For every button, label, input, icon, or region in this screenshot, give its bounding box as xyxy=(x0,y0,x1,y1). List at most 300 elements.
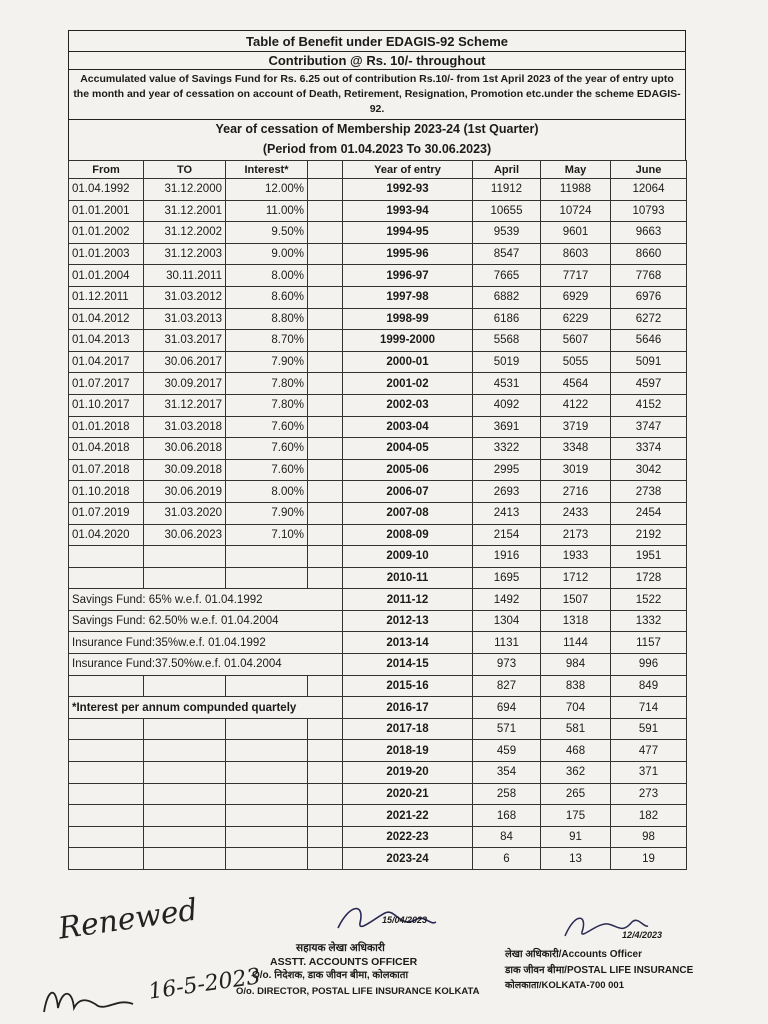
from-date-cell: 01.04.2018 xyxy=(69,438,144,460)
june-value-cell: 477 xyxy=(611,740,687,762)
table-row xyxy=(69,438,687,460)
empty-cell xyxy=(226,740,308,762)
year-of-entry-cell: 2012-13 xyxy=(343,610,473,632)
table-row xyxy=(69,675,687,697)
june-value-cell: 8660 xyxy=(611,243,687,265)
may-value-cell: 9601 xyxy=(541,222,611,244)
june-value-cell: 714 xyxy=(611,697,687,719)
spacer-cell xyxy=(308,826,343,848)
interest-rate-cell: 8.00% xyxy=(226,481,308,503)
year-of-entry-cell: 2013-14 xyxy=(343,632,473,654)
april-value-cell: 2995 xyxy=(473,459,541,481)
to-date-cell: 31.12.2003 xyxy=(144,243,226,265)
april-value-cell: 973 xyxy=(473,654,541,676)
empty-cell xyxy=(144,762,226,784)
june-value-cell: 273 xyxy=(611,783,687,805)
table-row xyxy=(69,416,687,438)
table-body xyxy=(69,179,687,870)
fund-note-cell: Insurance Fund:35%w.e.f. 01.04.1992 xyxy=(69,632,343,654)
april-value-cell: 3322 xyxy=(473,438,541,460)
june-value-cell: 1157 xyxy=(611,632,687,654)
june-value-cell: 2738 xyxy=(611,481,687,503)
may-value-cell: 11988 xyxy=(541,179,611,201)
may-value-cell: 838 xyxy=(541,675,611,697)
table-row xyxy=(69,632,687,654)
year-of-entry-cell: 2015-16 xyxy=(343,675,473,697)
year-of-entry-cell: 1996-97 xyxy=(343,265,473,287)
interest-rate-cell: 8.00% xyxy=(226,265,308,287)
year-of-entry-cell: 1995-96 xyxy=(343,243,473,265)
may-value-cell: 1712 xyxy=(541,567,611,589)
interest-rate-cell: 7.60% xyxy=(226,459,308,481)
from-date-cell: 01.01.2004 xyxy=(69,265,144,287)
year-of-entry-cell: 2001-02 xyxy=(343,373,473,395)
june-value-cell: 2192 xyxy=(611,524,687,546)
empty-cell xyxy=(69,783,144,805)
april-value-cell: 694 xyxy=(473,697,541,719)
to-date-cell: 31.03.2013 xyxy=(144,308,226,330)
table-row xyxy=(69,783,687,805)
may-value-cell: 2173 xyxy=(541,524,611,546)
left-sig-office-hindi: O/o. निदेशक, डाक जीवन बीमा, कोलकाता xyxy=(252,970,409,981)
june-value-cell: 9663 xyxy=(611,222,687,244)
june-value-cell: 591 xyxy=(611,718,687,740)
june-value-cell: 5091 xyxy=(611,351,687,373)
to-date-cell: 31.12.2002 xyxy=(144,222,226,244)
spacer-cell xyxy=(308,524,343,546)
year-of-entry-cell: 2017-18 xyxy=(343,718,473,740)
may-value-cell: 1144 xyxy=(541,632,611,654)
april-value-cell: 1304 xyxy=(473,610,541,632)
may-value-cell: 3719 xyxy=(541,416,611,438)
table-row xyxy=(69,546,687,568)
empty-cell xyxy=(226,718,308,740)
from-date-cell: 01.04.2020 xyxy=(69,524,144,546)
spacer-cell xyxy=(308,394,343,416)
year-of-entry-cell: 2019-20 xyxy=(343,762,473,784)
april-value-cell: 1131 xyxy=(473,632,541,654)
right-sig-office: डाक जीवन बीमा/POSTAL LIFE INSURANCE xyxy=(505,965,694,976)
fund-note-cell: Insurance Fund:37.50%w.e.f. 01.04.2004 xyxy=(69,654,343,676)
table-row xyxy=(69,589,687,611)
interest-rate-cell: 9.00% xyxy=(226,243,308,265)
col-year-of-entry: Year of entry xyxy=(343,161,473,179)
june-value-cell: 3747 xyxy=(611,416,687,438)
to-date-cell: 31.12.2017 xyxy=(144,394,226,416)
col-april: April xyxy=(473,161,541,179)
table-row xyxy=(69,524,687,546)
empty-cell xyxy=(226,546,308,568)
may-value-cell: 1318 xyxy=(541,610,611,632)
left-signature-date: 15/04/2023 xyxy=(382,915,428,925)
year-of-entry-cell: 2004-05 xyxy=(343,438,473,460)
april-value-cell: 1916 xyxy=(473,546,541,568)
spacer-cell xyxy=(308,179,343,201)
col-from: From xyxy=(69,161,144,179)
interest-rate-cell: 7.80% xyxy=(226,394,308,416)
june-value-cell: 10793 xyxy=(611,200,687,222)
table-row xyxy=(69,351,687,373)
empty-cell xyxy=(144,567,226,589)
june-value-cell: 7768 xyxy=(611,265,687,287)
bottom-signature-scribble xyxy=(38,978,138,1018)
table-row xyxy=(69,848,687,870)
table-row xyxy=(69,567,687,589)
empty-cell xyxy=(69,546,144,568)
empty-cell xyxy=(226,826,308,848)
spacer-cell xyxy=(308,567,343,589)
from-date-cell: 01.01.2002 xyxy=(69,222,144,244)
spacer-cell xyxy=(308,502,343,524)
benefit-sheet xyxy=(68,30,686,870)
left-sig-office: O/o. DIRECTOR, POSTAL LIFE INSURANCE KOLKATA xyxy=(236,986,480,997)
from-date-cell: 01.04.2017 xyxy=(69,351,144,373)
april-value-cell: 168 xyxy=(473,805,541,827)
june-value-cell: 1951 xyxy=(611,546,687,568)
empty-cell xyxy=(144,783,226,805)
empty-cell xyxy=(69,740,144,762)
april-value-cell: 7665 xyxy=(473,265,541,287)
april-value-cell: 4092 xyxy=(473,394,541,416)
spacer-cell xyxy=(308,265,343,287)
table-row xyxy=(69,502,687,524)
june-value-cell: 849 xyxy=(611,675,687,697)
interest-rate-cell: 9.50% xyxy=(226,222,308,244)
spacer-cell xyxy=(308,546,343,568)
fund-note-cell: Savings Fund: 65% w.e.f. 01.04.1992 xyxy=(69,589,343,611)
spacer-cell xyxy=(308,243,343,265)
june-value-cell: 4152 xyxy=(611,394,687,416)
table-row xyxy=(69,179,687,201)
april-value-cell: 571 xyxy=(473,718,541,740)
may-value-cell: 468 xyxy=(541,740,611,762)
interest-rate-cell: 7.90% xyxy=(226,502,308,524)
april-value-cell: 5568 xyxy=(473,330,541,352)
to-date-cell: 30.06.2023 xyxy=(144,524,226,546)
table-row xyxy=(69,265,687,287)
year-of-entry-cell: 1993-94 xyxy=(343,200,473,222)
table-row xyxy=(69,610,687,632)
empty-cell xyxy=(226,805,308,827)
to-date-cell: 31.03.2017 xyxy=(144,330,226,352)
year-of-entry-cell: 2021-22 xyxy=(343,805,473,827)
table-row xyxy=(69,330,687,352)
year-of-entry-cell: 2009-10 xyxy=(343,546,473,568)
sheet-header xyxy=(68,30,686,160)
table-row xyxy=(69,373,687,395)
empty-cell xyxy=(144,546,226,568)
to-date-cell: 31.03.2018 xyxy=(144,416,226,438)
may-value-cell: 1933 xyxy=(541,546,611,568)
to-date-cell: 30.11.2011 xyxy=(144,265,226,287)
to-date-cell: 30.06.2017 xyxy=(144,351,226,373)
year-of-entry-cell: 2023-24 xyxy=(343,848,473,870)
table-row xyxy=(69,481,687,503)
empty-cell xyxy=(226,567,308,589)
year-of-entry-cell: 2000-01 xyxy=(343,351,473,373)
table-row xyxy=(69,654,687,676)
from-date-cell: 01.07.2019 xyxy=(69,502,144,524)
april-value-cell: 459 xyxy=(473,740,541,762)
spacer-cell xyxy=(308,222,343,244)
from-date-cell: 01.01.2018 xyxy=(69,416,144,438)
april-value-cell: 258 xyxy=(473,783,541,805)
empty-cell xyxy=(144,675,226,697)
may-value-cell: 7717 xyxy=(541,265,611,287)
may-value-cell: 5607 xyxy=(541,330,611,352)
spacer-cell xyxy=(308,762,343,784)
year-of-entry-cell: 2022-23 xyxy=(343,826,473,848)
table-row xyxy=(69,459,687,481)
empty-cell xyxy=(69,567,144,589)
interest-rate-cell: 7.90% xyxy=(226,351,308,373)
year-of-entry-cell: 2005-06 xyxy=(343,459,473,481)
year-of-entry-cell: 2016-17 xyxy=(343,697,473,719)
spacer-cell xyxy=(308,351,343,373)
june-value-cell: 19 xyxy=(611,848,687,870)
table-row xyxy=(69,200,687,222)
table-row xyxy=(69,286,687,308)
year-of-entry-cell: 2007-08 xyxy=(343,502,473,524)
table-row xyxy=(69,243,687,265)
april-value-cell: 84 xyxy=(473,826,541,848)
june-value-cell: 182 xyxy=(611,805,687,827)
interest-rate-cell: 7.10% xyxy=(226,524,308,546)
from-date-cell: 01.01.2003 xyxy=(69,243,144,265)
empty-cell xyxy=(69,762,144,784)
april-value-cell: 2413 xyxy=(473,502,541,524)
year-of-entry-cell: 2011-12 xyxy=(343,589,473,611)
april-value-cell: 5019 xyxy=(473,351,541,373)
may-value-cell: 3348 xyxy=(541,438,611,460)
table-row xyxy=(69,805,687,827)
april-value-cell: 6186 xyxy=(473,308,541,330)
june-value-cell: 1522 xyxy=(611,589,687,611)
april-value-cell: 1695 xyxy=(473,567,541,589)
sheet-title: Table of Benefit under EDAGIS-92 Scheme xyxy=(69,31,685,52)
year-of-entry-cell: 1998-99 xyxy=(343,308,473,330)
april-value-cell: 354 xyxy=(473,762,541,784)
spacer-cell xyxy=(308,740,343,762)
empty-cell xyxy=(226,848,308,870)
june-value-cell: 1332 xyxy=(611,610,687,632)
table-header-row xyxy=(69,161,687,179)
empty-cell xyxy=(144,740,226,762)
empty-cell xyxy=(69,805,144,827)
table-row xyxy=(69,740,687,762)
to-date-cell: 30.06.2018 xyxy=(144,438,226,460)
may-value-cell: 984 xyxy=(541,654,611,676)
year-of-entry-cell: 2010-11 xyxy=(343,567,473,589)
fund-note-cell: *Interest per annum compunded quartely xyxy=(69,697,343,719)
table-row xyxy=(69,222,687,244)
to-date-cell: 30.09.2017 xyxy=(144,373,226,395)
year-of-entry-cell: 2014-15 xyxy=(343,654,473,676)
spacer-cell xyxy=(308,805,343,827)
may-value-cell: 2716 xyxy=(541,481,611,503)
spacer-cell xyxy=(308,330,343,352)
year-of-entry-cell: 1992-93 xyxy=(343,179,473,201)
table-row xyxy=(69,394,687,416)
june-value-cell: 3374 xyxy=(611,438,687,460)
table-row xyxy=(69,697,687,719)
left-sig-title: ASSTT. ACCOUNTS OFFICER xyxy=(270,956,418,968)
empty-cell xyxy=(144,826,226,848)
empty-cell xyxy=(226,783,308,805)
from-date-cell: 01.01.2001 xyxy=(69,200,144,222)
spacer-cell xyxy=(308,848,343,870)
may-value-cell: 2433 xyxy=(541,502,611,524)
spacer-cell xyxy=(308,373,343,395)
april-value-cell: 2154 xyxy=(473,524,541,546)
col-to: TO xyxy=(144,161,226,179)
may-value-cell: 3019 xyxy=(541,459,611,481)
interest-rate-cell: 12.00% xyxy=(226,179,308,201)
june-value-cell: 12064 xyxy=(611,179,687,201)
spacer-cell xyxy=(308,200,343,222)
from-date-cell: 01.10.2017 xyxy=(69,394,144,416)
may-value-cell: 362 xyxy=(541,762,611,784)
empty-cell xyxy=(69,848,144,870)
interest-rate-cell: 8.70% xyxy=(226,330,308,352)
to-date-cell: 30.09.2018 xyxy=(144,459,226,481)
year-of-entry-cell: 2002-03 xyxy=(343,394,473,416)
to-date-cell: 31.03.2020 xyxy=(144,502,226,524)
description-text: Accumulated value of Savings Fund for Rs. 6.25 out of contribution Rs.10/- from 1st April 2023 of the year of entry upto the month and year of cessation on account of Death, Retirement, Resignation, Promotion etc.under the scheme EDAGIS-92. xyxy=(69,70,685,120)
june-value-cell: 6272 xyxy=(611,308,687,330)
april-value-cell: 8547 xyxy=(473,243,541,265)
from-date-cell: 01.04.2013 xyxy=(69,330,144,352)
june-value-cell: 2454 xyxy=(611,502,687,524)
april-value-cell: 2693 xyxy=(473,481,541,503)
table-row xyxy=(69,718,687,740)
june-value-cell: 6976 xyxy=(611,286,687,308)
interest-rate-cell: 7.80% xyxy=(226,373,308,395)
spacer-cell xyxy=(308,459,343,481)
right-sig-city: कोलकाता/KOLKATA-700 001 xyxy=(505,980,625,991)
interest-rate-cell: 11.00% xyxy=(226,200,308,222)
april-value-cell: 6 xyxy=(473,848,541,870)
right-signature-date: 12/4/2023 xyxy=(622,930,663,940)
empty-cell xyxy=(69,718,144,740)
col-june: June xyxy=(611,161,687,179)
from-date-cell: 01.04.1992 xyxy=(69,179,144,201)
empty-cell xyxy=(69,675,144,697)
from-date-cell: 01.12.2011 xyxy=(69,286,144,308)
april-value-cell: 1492 xyxy=(473,589,541,611)
april-value-cell: 827 xyxy=(473,675,541,697)
april-value-cell: 11912 xyxy=(473,179,541,201)
june-value-cell: 3042 xyxy=(611,459,687,481)
interest-rate-cell: 7.60% xyxy=(226,416,308,438)
interest-rate-cell: 8.60% xyxy=(226,286,308,308)
empty-cell xyxy=(69,826,144,848)
may-value-cell: 10724 xyxy=(541,200,611,222)
year-of-entry-cell: 1994-95 xyxy=(343,222,473,244)
spacer-cell xyxy=(308,481,343,503)
may-value-cell: 581 xyxy=(541,718,611,740)
empty-cell xyxy=(226,762,308,784)
year-of-entry-cell: 2020-21 xyxy=(343,783,473,805)
empty-cell xyxy=(144,848,226,870)
empty-cell xyxy=(144,718,226,740)
year-of-entry-cell: 2008-09 xyxy=(343,524,473,546)
handwritten-date: 16-5-2023 xyxy=(146,964,263,1005)
spacer-cell xyxy=(308,308,343,330)
spacer-cell xyxy=(308,675,343,697)
may-value-cell: 6929 xyxy=(541,286,611,308)
may-value-cell: 4564 xyxy=(541,373,611,395)
from-date-cell: 01.07.2017 xyxy=(69,373,144,395)
col-interest: Interest* xyxy=(226,161,308,179)
to-date-cell: 31.12.2001 xyxy=(144,200,226,222)
year-of-entry-cell: 2003-04 xyxy=(343,416,473,438)
to-date-cell: 31.03.2012 xyxy=(144,286,226,308)
year-of-entry-cell: 1999-2000 xyxy=(343,330,473,352)
table-row xyxy=(69,826,687,848)
table-row xyxy=(69,762,687,784)
june-value-cell: 371 xyxy=(611,762,687,784)
empty-cell xyxy=(144,805,226,827)
year-of-entry-cell: 2018-19 xyxy=(343,740,473,762)
spacer-cell xyxy=(308,416,343,438)
may-value-cell: 91 xyxy=(541,826,611,848)
june-value-cell: 5646 xyxy=(611,330,687,352)
june-value-cell: 996 xyxy=(611,654,687,676)
may-value-cell: 5055 xyxy=(541,351,611,373)
handwritten-renewed: Renewed xyxy=(56,892,200,947)
april-value-cell: 4531 xyxy=(473,373,541,395)
col-may: May xyxy=(541,161,611,179)
april-value-cell: 3691 xyxy=(473,416,541,438)
cessation-line: Year of cessation of Membership 2023-24 (1st Quarter) xyxy=(215,122,539,136)
spacer-cell xyxy=(308,438,343,460)
to-date-cell: 30.06.2019 xyxy=(144,481,226,503)
to-date-cell: 31.12.2000 xyxy=(144,179,226,201)
may-value-cell: 175 xyxy=(541,805,611,827)
from-date-cell: 01.10.2018 xyxy=(69,481,144,503)
may-value-cell: 704 xyxy=(541,697,611,719)
spacer-cell xyxy=(308,718,343,740)
may-value-cell: 1507 xyxy=(541,589,611,611)
june-value-cell: 4597 xyxy=(611,373,687,395)
interest-rate-cell: 7.60% xyxy=(226,438,308,460)
april-value-cell: 10655 xyxy=(473,200,541,222)
left-sig-hindi: सहायक लेखा अधिकारी xyxy=(296,942,385,954)
from-date-cell: 01.04.2012 xyxy=(69,308,144,330)
june-value-cell: 98 xyxy=(611,826,687,848)
spacer-cell xyxy=(308,783,343,805)
empty-cell xyxy=(226,675,308,697)
spacer-cell xyxy=(308,286,343,308)
table-row xyxy=(69,308,687,330)
col-spacer xyxy=(308,161,343,179)
may-value-cell: 13 xyxy=(541,848,611,870)
interest-rate-cell: 8.80% xyxy=(226,308,308,330)
benefit-table xyxy=(68,160,687,870)
contribution-line: Contribution @ Rs. 10/- throughout xyxy=(69,52,685,70)
may-value-cell: 6229 xyxy=(541,308,611,330)
may-value-cell: 8603 xyxy=(541,243,611,265)
from-date-cell: 01.07.2018 xyxy=(69,459,144,481)
april-value-cell: 9539 xyxy=(473,222,541,244)
june-value-cell: 1728 xyxy=(611,567,687,589)
period-line: (Period from 01.04.2023 To 30.06.2023) xyxy=(262,142,492,156)
may-value-cell: 4122 xyxy=(541,394,611,416)
year-of-entry-cell: 2006-07 xyxy=(343,481,473,503)
year-of-entry-cell: 1997-98 xyxy=(343,286,473,308)
fund-note-cell: Savings Fund: 62.50% w.e.f. 01.04.2004 xyxy=(69,610,343,632)
